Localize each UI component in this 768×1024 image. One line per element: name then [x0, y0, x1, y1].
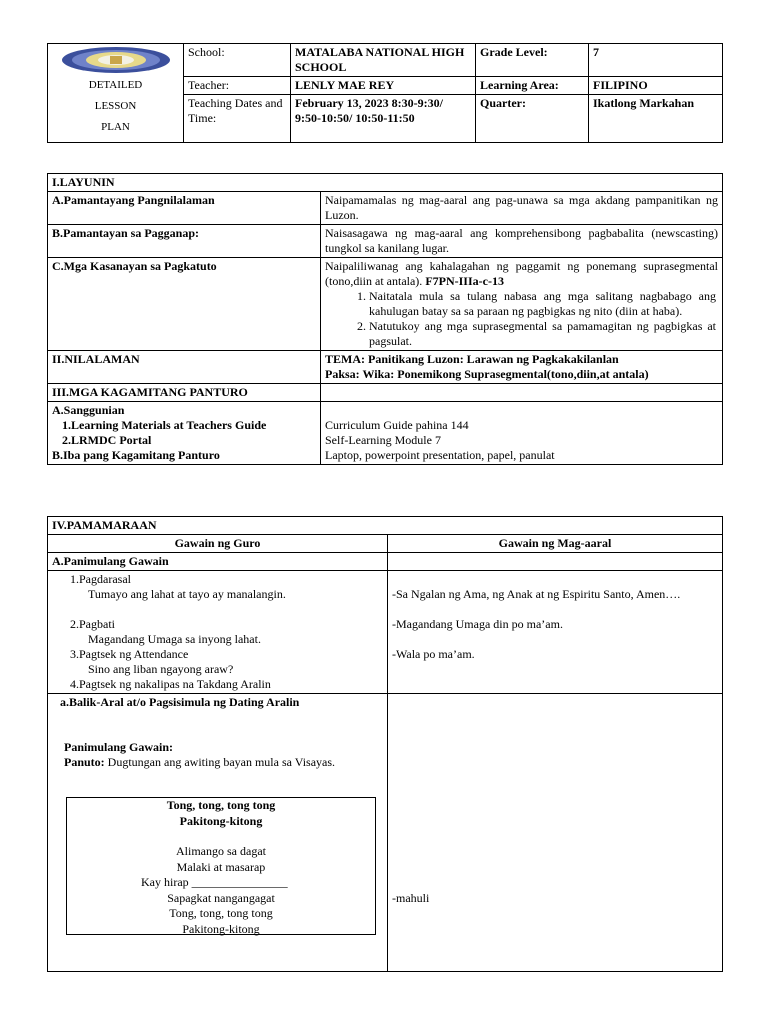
dates-value: February 13, 2023 8:30-9:30/ 9:50-10:50/ 10:50-11:50	[291, 95, 476, 143]
lm-value: Curriculum Guide pahina 144	[325, 418, 469, 432]
quarter-value: Ikatlong Markahan	[589, 95, 723, 143]
kasanayan-code: F7PN-IIIa-c-13	[425, 274, 504, 288]
pamamaraan-heading: IV.PAMAMARAAN	[48, 517, 723, 535]
school-value: MATALABA NATIONAL HIGH SCHOOL	[291, 44, 476, 77]
kasanayan-cell	[321, 258, 723, 351]
pagbati-text: Magandang Umaga sa inyong lahat.	[88, 632, 261, 646]
kagamitan-blank	[321, 384, 723, 402]
doc-type-line2: LESSON	[94, 100, 137, 112]
pagganap-label: B.Pamantayan sa Pagganap:	[48, 225, 321, 258]
panuto-label: Panuto:	[64, 755, 105, 769]
kasanayan-value: Naipaliliwanag ang kahalagahan ng paggamit ng ponemang suprasegmental (tono,diin at antala).	[325, 259, 719, 288]
tema-text: TEMA: Panitikang Luzon: Larawan ng Pagkakakilanlan	[325, 352, 619, 366]
pagdarasal-text: Tumayo ang lahat at tayo ay manalangin.	[88, 587, 286, 601]
panimula-heading: Panimulang Gawain:	[64, 740, 174, 754]
song-line: Malaki at masarap	[176, 859, 266, 874]
pagbati-label: 2.Pagbati	[70, 617, 115, 631]
lm-label: 1.Learning Materials at Teachers Guide	[62, 418, 267, 432]
answer-cell	[388, 694, 723, 972]
grade-value: 7	[589, 44, 723, 77]
doc-type-line1: DETAILED	[88, 79, 143, 91]
song-line: Pakitong-kitong	[182, 921, 260, 936]
song-title-line1: Tong, tong, tong tong	[166, 798, 276, 812]
nilalaman-cell	[321, 351, 723, 384]
school-label: School:	[184, 44, 291, 77]
pagbati-response: -Magandang Umaga din po ma’am.	[392, 617, 563, 631]
song-box	[66, 797, 376, 935]
grade-label: Grade Level:	[476, 44, 589, 77]
song-line: Kay hirap ________________	[141, 875, 288, 889]
sanggunian-values	[321, 402, 723, 465]
iba-value: Laptop, powerpoint presentation, papel, panulat	[325, 448, 555, 462]
balik-aral-heading: a.Balik-Aral at/o Pagsisimula ng Dating Aralin	[60, 695, 300, 709]
pagdarasal-label: 1.Pagdarasal	[70, 572, 131, 586]
header-table	[47, 43, 723, 143]
panimulang-heading: A.Panimulang Gawain	[48, 553, 388, 571]
pamantayang-value: Naipamamalas ng mag-aaral ang pag-unawa sa mga akdang pampanitikan ng Luzon.	[321, 192, 723, 225]
panimulang-blank	[388, 553, 723, 571]
area-value: FILIPINO	[589, 77, 723, 95]
nilalaman-label: II.NILALAMAN	[48, 351, 321, 384]
layunin-heading: I.LAYUNIN	[48, 174, 723, 192]
school-seal-icon	[60, 45, 172, 75]
quarter-label: Quarter:	[476, 95, 589, 143]
sanggunian-cell	[48, 402, 321, 465]
logo-cell	[48, 44, 184, 143]
list-item: 2. Natutukoy ang mga suprasegmental sa pamamagitan ng pagbigkas at pagsulat.	[369, 319, 718, 349]
answer-text: -mahuli	[392, 891, 430, 905]
kagamitan-heading: III.MGA KAGAMITANG PANTURO	[48, 384, 321, 402]
song-title-line2: Pakitong-kitong	[179, 813, 263, 828]
kasanayan-list	[325, 289, 718, 349]
objectives-table	[47, 173, 723, 465]
kasanayan-label: C.Mga Kasanayan sa Pagkatuto	[48, 258, 321, 351]
dates-label: Teaching Dates and Time:	[184, 95, 291, 143]
pamantayang-label: A.Pamantayang Pangnilalaman	[48, 192, 321, 225]
lrmdc-label: 2.LRMDC Portal	[62, 433, 152, 447]
song-line: Sapagkat nangangagat	[167, 890, 275, 905]
list-item: 1. Naitatala mula sa tulang nabasa ang mga salitang nagbabago ang kahulugan batay sa sa paraan ng pagbigkas ng nito (diin at haba).	[369, 289, 718, 319]
pagganap-value: Naisasagawa ng mag-aaral ang komprehensibong pagbabalita (newscasting) tungkol sa kanilang lugar.	[321, 225, 723, 258]
attendance-label: 3.Pagtsek ng Attendance	[70, 647, 189, 661]
sanggunian-label: A.Sanggunian	[52, 403, 125, 417]
guro-activities	[48, 571, 388, 694]
attendance-response: -Wala po ma’am.	[392, 647, 475, 661]
song-line: Tong, tong, tong tong	[169, 906, 273, 920]
lrmdc-value: Self-Learning Module 7	[325, 433, 441, 447]
attendance-text: Sino ang liban ngayong araw?	[88, 662, 234, 676]
doc-type-line3: PLAN	[101, 121, 130, 133]
teacher-value: LENLY MAE REY	[291, 77, 476, 95]
paksa-text: Paksa: Wika: Ponemikong Suprasegmental(tono,diin,at antala)	[325, 367, 649, 381]
guro-header: Gawain ng Guro	[48, 535, 388, 553]
area-label: Learning Area:	[476, 77, 589, 95]
song-line: Alimango sa dagat	[176, 844, 266, 858]
takdang-aralin-label: 4.Pagtsek ng nakalipas na Takdang Aralin	[70, 677, 271, 691]
teacher-label: Teacher:	[184, 77, 291, 95]
panuto-text: Dugtungan ang awiting bayan mula sa Visayas.	[107, 755, 336, 769]
iba-label: B.Iba pang Kagamitang Panturo	[52, 448, 220, 462]
pagdarasal-response: -Sa Ngalan ng Ama, ng Anak at ng Espiritu Santo, Amen….	[392, 587, 681, 601]
magaaral-responses	[388, 571, 723, 694]
magaaral-header: Gawain ng Mag-aaral	[388, 535, 723, 553]
